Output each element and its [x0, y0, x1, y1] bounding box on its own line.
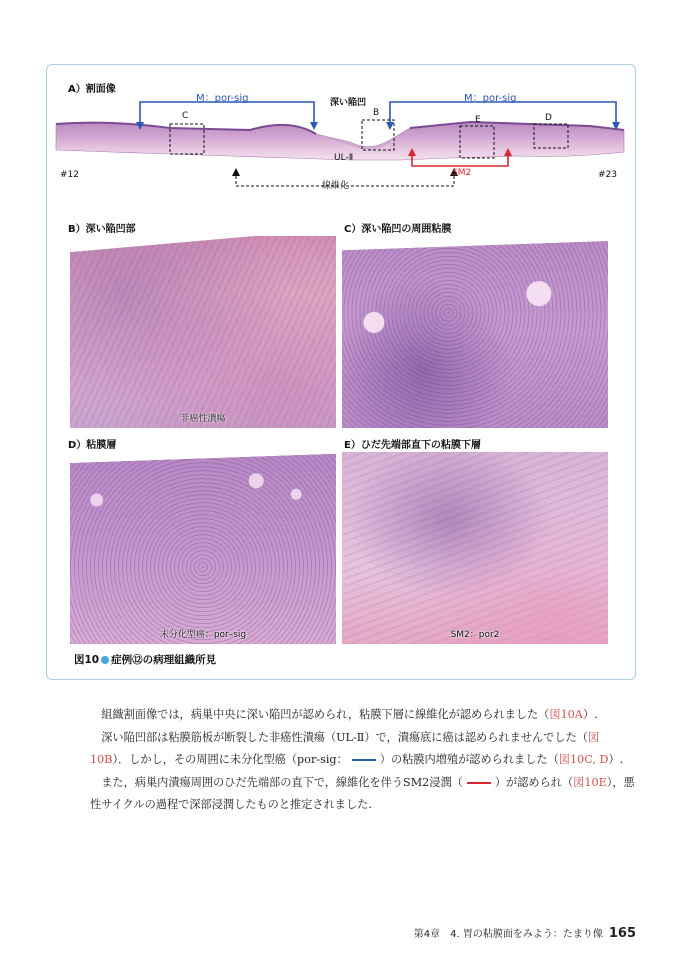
m-left-arrow — [140, 102, 314, 124]
panel-d-label: D）粘膜層 — [68, 440, 117, 451]
box-c-label: C — [182, 111, 189, 121]
figure-reference[interactable]: 図10E — [573, 775, 607, 789]
histology-panel-e — [342, 452, 608, 644]
panel-d-caption: 未分化型癌：por–sig — [159, 630, 247, 640]
panel-b-label: B）深い陥凹部 — [68, 224, 136, 235]
ul-label: UL-Ⅱ — [334, 153, 354, 163]
m-left-label: M：por-sig — [196, 93, 249, 104]
left-section-number: #12 — [60, 170, 79, 180]
figure-caption — [74, 652, 216, 667]
chapter-title: 第4章 4. 胃の粘膜面をみよう：たまり像 — [413, 929, 603, 940]
sm2-label: SM2 — [452, 168, 472, 178]
m-right-label: M：por-sig — [464, 93, 517, 104]
box-d-label: D — [545, 113, 552, 123]
histology-panel-c — [342, 236, 608, 428]
page-footer — [414, 925, 636, 941]
figure-reference[interactable]: 図10C, D — [558, 753, 609, 766]
histology-panel-d — [70, 452, 336, 644]
box-e-label: E — [475, 115, 481, 125]
paragraph-1: 組織割面像では，病巣中央に深い陥凹が認められ，粘膜下層に線維化が認められました（図10A）. — [101, 708, 598, 721]
box-b-label: B — [373, 108, 380, 118]
deep-pit-label: 深い陥凹 — [330, 98, 367, 108]
body-text — [90, 704, 636, 817]
red-line-legend — [467, 782, 491, 784]
page-number: 165 — [608, 926, 636, 941]
m-right-arrow — [390, 102, 616, 124]
figure-reference[interactable]: 図10A — [549, 708, 583, 721]
paragraph-2: 深い陥凹部は粘膜筋板が断裂した非癌性潰瘍（UL-Ⅱ）で，潰瘍底に癌は認められませんでした（図10B）．しかし，その周囲に未分化型癌（por-sig： ）の粘膜内増殖が認められました（図10C, D）. — [90, 730, 624, 766]
figure-number: 図10 — [74, 654, 100, 666]
right-section-number: #23 — [598, 170, 617, 180]
histology-panel-b — [70, 236, 336, 428]
panel-e-label: E）ひだ先端部直下の粘膜下層 — [344, 440, 481, 451]
panel-e-caption: SM2：por2 — [450, 630, 500, 640]
figure-reference[interactable]: 図10B — [90, 730, 600, 766]
blue-line-legend — [352, 759, 376, 761]
panel-c-label: C）深い陥凹の周囲粘膜 — [344, 224, 452, 235]
paragraph-3: また，病巣内潰瘍周囲のひだ先端部の直下で，線維化を伴うSM2浸潤（ ）が認められ（図10E），悪性サイクルの過程で深部浸潤したものと推定されました. — [90, 775, 635, 811]
panel-a-label: A）割面像 — [68, 84, 116, 95]
caption-dot-icon — [101, 656, 109, 664]
figure-title: 症例⑫の病理組織所見 — [111, 654, 217, 666]
fibrosis-label: 線維化 — [322, 181, 350, 191]
panel-b-caption: 非癌性潰瘍 — [180, 414, 226, 424]
